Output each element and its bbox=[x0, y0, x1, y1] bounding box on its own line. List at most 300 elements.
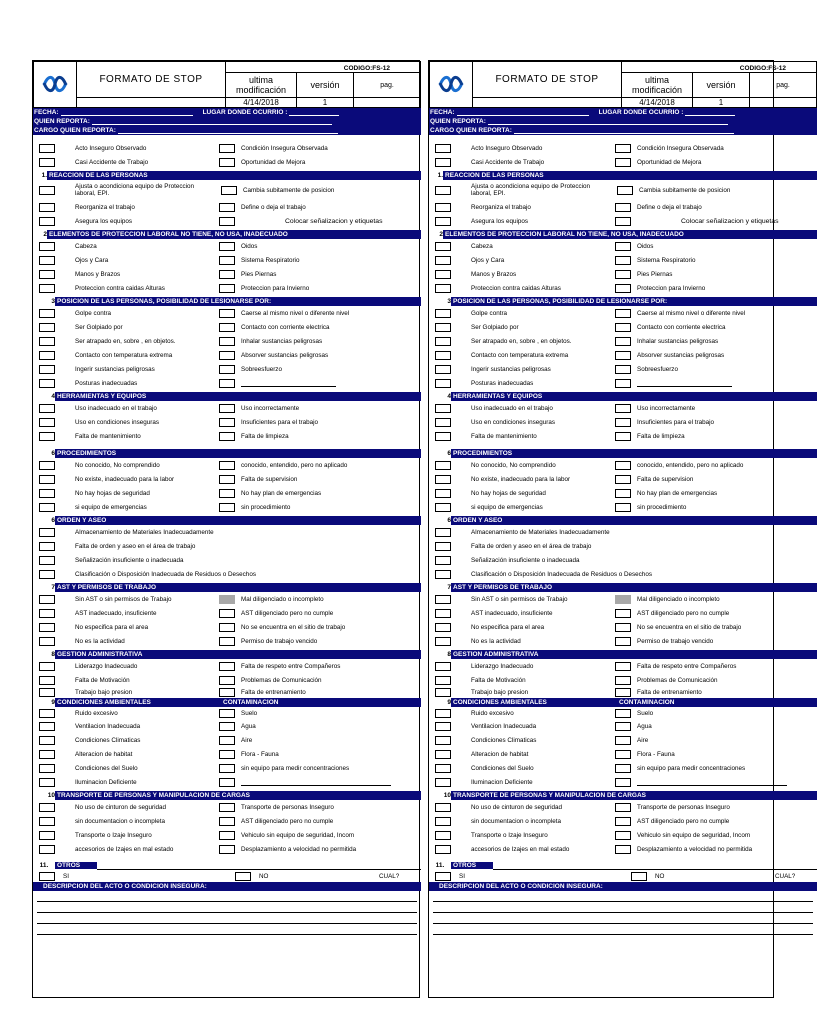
checkbox[interactable] bbox=[435, 418, 451, 427]
checkbox[interactable] bbox=[39, 556, 55, 565]
option-row: Falta de mantenimiento Falta de limpieza bbox=[33, 429, 421, 443]
checkbox[interactable] bbox=[435, 778, 451, 787]
checkbox[interactable] bbox=[435, 595, 451, 604]
option-row: Falta de orden y aseo en el área de trabajo bbox=[33, 539, 421, 553]
checkbox[interactable] bbox=[615, 489, 631, 498]
checkbox[interactable] bbox=[219, 432, 235, 441]
checkbox[interactable] bbox=[615, 609, 631, 618]
form-date: 4/14/2018 bbox=[622, 98, 693, 108]
form-date: 4/14/2018 bbox=[226, 98, 297, 108]
section-header: 7 AST Y PERMISOS DE TRABAJO bbox=[429, 583, 817, 592]
checkbox[interactable] bbox=[219, 418, 235, 427]
checkbox[interactable] bbox=[39, 489, 55, 498]
checkbox[interactable] bbox=[435, 337, 451, 346]
option-row: Sin AST o sin permisos de Trabajo Mal diligenciado o incompleto bbox=[33, 592, 421, 606]
quien-field[interactable] bbox=[92, 118, 332, 125]
checkbox[interactable] bbox=[39, 256, 55, 265]
checkbox[interactable] bbox=[219, 609, 235, 618]
checkbox[interactable] bbox=[435, 736, 451, 745]
stop-form-right bbox=[428, 60, 796, 998]
option-row: Golpe contra Caerse al mismo nivel o diferente nivel bbox=[429, 306, 817, 320]
option-row: Clasificación o Disposición Inadecuada de Residuos o Desechos bbox=[33, 567, 421, 581]
checkbox[interactable] bbox=[39, 284, 55, 293]
fecha-row: FECHA: LUGAR DONDE OCURRIO : bbox=[33, 108, 421, 117]
checkbox[interactable] bbox=[219, 688, 235, 697]
checkbox[interactable] bbox=[435, 764, 451, 773]
checkbox[interactable] bbox=[219, 217, 235, 226]
option-row: Iluminacion Deficiente bbox=[429, 775, 817, 789]
option-row: Manos y Brazos Pies Piernas bbox=[33, 267, 421, 281]
checkbox[interactable] bbox=[435, 845, 451, 854]
option-row: Casi Accidente de Trabajo Oportunidad de Mejora bbox=[33, 155, 421, 169]
checkbox[interactable] bbox=[219, 337, 235, 346]
checkbox[interactable] bbox=[39, 778, 55, 787]
checkbox[interactable] bbox=[39, 144, 55, 153]
description-lines[interactable] bbox=[429, 901, 817, 935]
checkbox[interactable] bbox=[435, 817, 451, 826]
checkbox[interactable] bbox=[615, 203, 631, 212]
checkbox[interactable] bbox=[615, 242, 631, 251]
checkbox[interactable] bbox=[435, 831, 451, 840]
checkbox[interactable] bbox=[219, 764, 235, 773]
checkbox[interactable] bbox=[219, 778, 235, 787]
checkbox[interactable] bbox=[615, 623, 631, 632]
option-row: Condiciones del Suelo sin equipo para medir concentraciones bbox=[33, 761, 421, 775]
section-header: 7 AST Y PERMISOS DE TRABAJO bbox=[33, 583, 421, 592]
checkbox[interactable] bbox=[615, 764, 631, 773]
cual-label: CUAL? bbox=[775, 872, 796, 880]
checkbox[interactable] bbox=[615, 475, 631, 484]
checkbox[interactable] bbox=[615, 461, 631, 470]
checkbox[interactable] bbox=[219, 309, 235, 318]
checkbox[interactable] bbox=[39, 365, 55, 374]
checkbox[interactable] bbox=[435, 379, 451, 388]
option-row: Reorganiza el trabajo Define o deja el trabajo bbox=[33, 200, 421, 214]
blank-line[interactable] bbox=[637, 779, 787, 786]
checkbox[interactable] bbox=[615, 637, 631, 646]
checkbox[interactable] bbox=[435, 803, 451, 812]
checkbox[interactable] bbox=[219, 817, 235, 826]
checkbox[interactable] bbox=[39, 432, 55, 441]
option-row: Asegura los equipos Colocar señalizacion y etiquetas bbox=[33, 214, 421, 228]
option-row: Iluminacion Deficiente bbox=[33, 775, 421, 789]
option-row: Señalización insuficiente o inadecuada bbox=[33, 553, 421, 567]
checkbox[interactable] bbox=[615, 432, 631, 441]
checkbox[interactable] bbox=[435, 270, 451, 279]
checkbox[interactable] bbox=[39, 461, 55, 470]
form-code: CODIGO:FS-12 bbox=[622, 62, 817, 73]
checkbox[interactable] bbox=[39, 722, 55, 731]
option-row: No especifica para el area No se encuentra en el sitio de trabajo bbox=[33, 620, 421, 634]
option-row: Liderazgo Inadecuado Falta de respeto entre Compañeros bbox=[33, 659, 421, 673]
option-row: Contacto con temperatura extrema Absorver sustancias peligrosas bbox=[33, 348, 421, 362]
option-row: Ruido excesivo Suelo bbox=[429, 707, 817, 719]
option-row: Ruido excesivo Suelo bbox=[33, 707, 421, 719]
checkbox[interactable] bbox=[615, 688, 631, 697]
checkbox[interactable] bbox=[39, 351, 55, 360]
fecha-field[interactable] bbox=[61, 109, 193, 116]
option-row: sin documentacion o incompleta AST diligenciado pero no cumple bbox=[33, 814, 421, 828]
fecha-field[interactable] bbox=[457, 109, 589, 116]
option-row: AST inadecuado, insuficiente AST diligenciado pero no cumple bbox=[429, 606, 817, 620]
quien-field[interactable] bbox=[488, 118, 728, 125]
section-header: 6 PROCEDIMIENTOS bbox=[33, 449, 421, 458]
checkbox[interactable] bbox=[435, 662, 451, 671]
form-title: FORMATO DE STOP bbox=[473, 62, 622, 98]
checkbox[interactable] bbox=[39, 309, 55, 318]
cargo-row: CARGO QUIEN REPORTA: bbox=[33, 126, 421, 135]
checkbox[interactable] bbox=[219, 203, 235, 212]
section-header: 4 HERRAMIENTAS Y EQUIPOS bbox=[429, 392, 817, 401]
checkbox[interactable] bbox=[221, 186, 237, 195]
checkbox[interactable] bbox=[617, 186, 633, 195]
option-row: Sin AST o sin permisos de Trabajo Mal diligenciado o incompleto bbox=[429, 592, 817, 606]
checkbox[interactable] bbox=[39, 688, 55, 697]
option-row: Trabajo bajo presion Falta de entrenamiento bbox=[33, 687, 421, 698]
otros-row: SI NO CUAL? bbox=[33, 870, 421, 882]
checkbox[interactable] bbox=[615, 778, 631, 787]
checkbox[interactable] bbox=[435, 637, 451, 646]
checkbox[interactable] bbox=[219, 637, 235, 646]
option-row: Acto Inseguro Observado Condición Insegura Observada bbox=[429, 141, 817, 155]
quien-row: QUIEN REPORTA: bbox=[429, 117, 817, 126]
option-row: Alteracion de habitat Flora - Fauna bbox=[429, 747, 817, 761]
option-row: No existe, inadecuado para la labor Falta de supervision bbox=[429, 472, 817, 486]
checkbox[interactable] bbox=[219, 242, 235, 251]
checkbox[interactable] bbox=[435, 323, 451, 332]
checkbox[interactable] bbox=[435, 404, 451, 413]
checkbox[interactable] bbox=[435, 556, 451, 565]
checkbox[interactable] bbox=[39, 217, 55, 226]
checkbox[interactable] bbox=[615, 158, 631, 167]
section-header: 8 GESTION ADMINISTRATIVA bbox=[33, 650, 421, 659]
checkbox[interactable] bbox=[219, 379, 235, 388]
option-row: Contacto con temperatura extrema Absorver sustancias peligrosas bbox=[429, 348, 817, 362]
checkbox[interactable] bbox=[219, 404, 235, 413]
cargo-field[interactable] bbox=[514, 127, 734, 134]
section-header: 1. REACCION DE LAS PERSONAS bbox=[429, 171, 817, 180]
checkbox[interactable] bbox=[39, 736, 55, 745]
checkbox[interactable] bbox=[615, 404, 631, 413]
otros-header: 11. OTROS bbox=[33, 860, 421, 870]
checkbox[interactable] bbox=[219, 803, 235, 812]
description-header: DESCRIPCION DEL ACTO O CONDICION INSEGURA: bbox=[33, 882, 421, 891]
checkbox[interactable] bbox=[39, 542, 55, 551]
checkbox[interactable] bbox=[615, 284, 631, 293]
option-row: Posturas inadecuadas bbox=[33, 376, 421, 390]
checkbox[interactable] bbox=[219, 284, 235, 293]
page-label: pag. bbox=[354, 73, 421, 98]
checkbox[interactable] bbox=[615, 817, 631, 826]
checkbox[interactable] bbox=[615, 217, 631, 226]
checkbox[interactable] bbox=[615, 418, 631, 427]
option-row: Ser Golpiado por Contacto con corriente electrica bbox=[429, 320, 817, 334]
checkbox[interactable] bbox=[219, 461, 235, 470]
checkbox[interactable] bbox=[435, 461, 451, 470]
checkbox[interactable] bbox=[39, 662, 55, 671]
option-row: Condiciones del Suelo sin equipo para medir concentraciones bbox=[429, 761, 817, 775]
checkbox[interactable] bbox=[39, 404, 55, 413]
option-row: Trabajo bajo presion Falta de entrenamiento bbox=[429, 687, 817, 698]
section-header: 9 CONDICIONES AMBIENTALES CONTAMINACION bbox=[429, 698, 817, 707]
si-checkbox[interactable] bbox=[39, 872, 55, 881]
option-row: Cabeza Oidos bbox=[33, 239, 421, 253]
checkbox[interactable] bbox=[219, 365, 235, 374]
cargo-field[interactable] bbox=[118, 127, 338, 134]
option-row: No especifica para el area No se encuentra en el sitio de trabajo bbox=[429, 620, 817, 634]
section-header: 10 TRANSPORTE DE PERSONAS Y MANIPULACION DE CARGAS bbox=[429, 791, 817, 800]
checkbox[interactable] bbox=[39, 676, 55, 685]
checkbox[interactable] bbox=[615, 323, 631, 332]
checkbox[interactable] bbox=[39, 803, 55, 812]
checkbox[interactable] bbox=[219, 489, 235, 498]
checkbox[interactable] bbox=[435, 623, 451, 632]
section-header: 9 CONDICIONES AMBIENTALES CONTAMINACION bbox=[33, 698, 421, 707]
checkbox[interactable] bbox=[219, 323, 235, 332]
checkbox[interactable] bbox=[39, 764, 55, 773]
option-row: AST inadecuado, insuficiente AST diligenciado pero no cumple bbox=[33, 606, 421, 620]
checkbox[interactable] bbox=[435, 489, 451, 498]
lugar-field[interactable] bbox=[289, 109, 339, 116]
checkbox[interactable] bbox=[219, 256, 235, 265]
option-row: Uso en condiciones inseguras Insuficientes para el trabajo bbox=[429, 415, 817, 429]
option-row: si equipo de emergencias sin procedimiento bbox=[33, 500, 421, 514]
quien-row: QUIEN REPORTA: bbox=[33, 117, 421, 126]
checkbox[interactable] bbox=[435, 203, 451, 212]
checkbox[interactable] bbox=[39, 270, 55, 279]
checkbox[interactable] bbox=[219, 270, 235, 279]
option-row: Ventilacion Inadecuada Agua bbox=[429, 719, 817, 733]
checkbox[interactable] bbox=[435, 284, 451, 293]
no-checkbox[interactable] bbox=[235, 872, 251, 881]
option-row: Transporte o Izaje Inseguro Vehiculo sin equipo de seguridad, Incom bbox=[429, 828, 817, 842]
blank-line[interactable] bbox=[637, 380, 732, 387]
option-row: Asegura los equipos Colocar señalizacion y etiquetas bbox=[429, 214, 817, 228]
option-row: Almacenamiento de Materiales Inadecuadamente bbox=[33, 525, 421, 539]
checkbox[interactable] bbox=[219, 676, 235, 685]
checkbox[interactable] bbox=[39, 609, 55, 618]
checkbox[interactable] bbox=[435, 542, 451, 551]
checkbox[interactable] bbox=[615, 736, 631, 745]
company-logo bbox=[430, 62, 473, 108]
company-logo bbox=[34, 62, 77, 108]
checkbox[interactable] bbox=[219, 351, 235, 360]
checkbox[interactable] bbox=[39, 623, 55, 632]
otros-row: SI NO CUAL? bbox=[429, 870, 817, 882]
checkbox[interactable] bbox=[39, 570, 55, 579]
option-row: Ventilacion Inadecuada Agua bbox=[33, 719, 421, 733]
checkbox[interactable] bbox=[39, 242, 55, 251]
option-row: Acto Inseguro Observado Condición Insegura Observada bbox=[33, 141, 421, 155]
option-row: No es la actividad Permiso de trabajo vencido bbox=[33, 634, 421, 648]
checkbox[interactable] bbox=[435, 688, 451, 697]
option-row: Falta de Motivación Problemas de Comunicación bbox=[429, 673, 817, 687]
form-code: CODIGO:FS-12 bbox=[226, 62, 421, 73]
checkbox[interactable] bbox=[615, 270, 631, 279]
option-row: Casi Accidente de Trabajo Oportunidad de Mejora bbox=[429, 155, 817, 169]
checkbox[interactable] bbox=[39, 323, 55, 332]
section-header: 10 TRANSPORTE DE PERSONAS Y MANIPULACION DE CARGAS bbox=[33, 791, 421, 800]
checkbox[interactable] bbox=[219, 736, 235, 745]
option-row: accesorios de Izajes en mal estado Desplazamiento a velocidad no permitida bbox=[429, 842, 817, 856]
option-row: Proteccion contra caidas Alturas Proteccion para Invierno bbox=[33, 281, 421, 295]
option-row: Falta de mantenimiento Falta de limpieza bbox=[429, 429, 817, 443]
checkbox[interactable] bbox=[435, 475, 451, 484]
last-mod-label: ultima modificación bbox=[622, 73, 693, 98]
cual-label: CUAL? bbox=[379, 872, 400, 880]
checkbox[interactable] bbox=[435, 309, 451, 318]
option-row: Transporte o Izaje Inseguro Vehiculo sin equipo de seguridad, Incom bbox=[33, 828, 421, 842]
option-row: si equipo de emergencias sin procedimiento bbox=[429, 500, 817, 514]
checkbox[interactable] bbox=[435, 432, 451, 441]
option-row: Uso en condiciones inseguras Insuficientes para el trabajo bbox=[33, 415, 421, 429]
option-row: Reorganiza el trabajo Define o deja el trabajo bbox=[429, 200, 817, 214]
checkbox[interactable] bbox=[39, 203, 55, 212]
checkbox[interactable] bbox=[219, 595, 235, 604]
checkbox[interactable] bbox=[39, 637, 55, 646]
checkbox[interactable] bbox=[39, 418, 55, 427]
checkbox[interactable] bbox=[435, 609, 451, 618]
checkbox[interactable] bbox=[219, 623, 235, 632]
blank-line[interactable] bbox=[241, 380, 336, 387]
option-row: No uso de cinturon de seguridad Transporte de personas Inseguro bbox=[33, 800, 421, 814]
checkbox[interactable] bbox=[615, 750, 631, 759]
no-checkbox[interactable] bbox=[631, 872, 647, 881]
checkbox[interactable] bbox=[39, 186, 55, 195]
option-row: Condiciones Climaticas Aire bbox=[33, 733, 421, 747]
checkbox[interactable] bbox=[615, 845, 631, 854]
si-checkbox[interactable] bbox=[435, 872, 451, 881]
checkbox[interactable] bbox=[615, 676, 631, 685]
checkbox[interactable] bbox=[39, 503, 55, 512]
checkbox[interactable] bbox=[219, 503, 235, 512]
checkbox[interactable] bbox=[39, 831, 55, 840]
checkbox[interactable] bbox=[615, 365, 631, 374]
option-row: Golpe contra Caerse al mismo nivel o diferente nivel bbox=[33, 306, 421, 320]
checkbox[interactable] bbox=[39, 845, 55, 854]
checkbox[interactable] bbox=[435, 722, 451, 731]
checkbox[interactable] bbox=[219, 709, 235, 718]
checkbox[interactable] bbox=[615, 709, 631, 718]
checkbox[interactable] bbox=[39, 158, 55, 167]
checkbox[interactable] bbox=[219, 475, 235, 484]
lugar-field[interactable] bbox=[685, 109, 735, 116]
version-label: versión bbox=[693, 73, 750, 98]
logo-icon bbox=[40, 69, 70, 99]
checkbox[interactable] bbox=[615, 256, 631, 265]
checkbox[interactable] bbox=[219, 750, 235, 759]
option-row: Manos y Brazos Pies Piernas bbox=[429, 267, 817, 281]
checkbox[interactable] bbox=[615, 722, 631, 731]
checkbox[interactable] bbox=[39, 595, 55, 604]
checkbox[interactable] bbox=[615, 379, 631, 388]
checkbox[interactable] bbox=[435, 242, 451, 251]
form-version: 1 bbox=[693, 98, 750, 108]
checkbox[interactable] bbox=[39, 379, 55, 388]
section-header: 1. REACCION DE LAS PERSONAS bbox=[33, 171, 421, 180]
checkbox[interactable] bbox=[435, 503, 451, 512]
option-row: Ser atrapado en, sobre , en objetos. Inhalar sustancias peligrosas bbox=[33, 334, 421, 348]
checkbox[interactable] bbox=[435, 217, 451, 226]
checkbox[interactable] bbox=[435, 144, 451, 153]
description-header: DESCRIPCION DEL ACTO O CONDICION INSEGURA: bbox=[429, 882, 817, 891]
checkbox[interactable] bbox=[435, 528, 451, 537]
option-row: Ojos y Cara Sistema Respiratorio bbox=[33, 253, 421, 267]
description-lines[interactable] bbox=[33, 901, 421, 935]
checkbox[interactable] bbox=[39, 709, 55, 718]
option-row: Almacenamiento de Materiales Inadecuadamente bbox=[429, 525, 817, 539]
checkbox[interactable] bbox=[615, 803, 631, 812]
option-row: Uso inadecuado en el trabajo Uso incorrectamente bbox=[429, 401, 817, 415]
checkbox[interactable] bbox=[435, 186, 451, 195]
checkbox[interactable] bbox=[39, 337, 55, 346]
checkbox[interactable] bbox=[435, 365, 451, 374]
option-row: No hay hojas de seguridad No hay plan de emergencias bbox=[429, 486, 817, 500]
checkbox[interactable] bbox=[435, 351, 451, 360]
last-mod-label: ultima modificación bbox=[226, 73, 297, 98]
checkbox[interactable] bbox=[615, 831, 631, 840]
checkbox[interactable] bbox=[435, 676, 451, 685]
checkbox[interactable] bbox=[219, 158, 235, 167]
checkbox[interactable] bbox=[615, 337, 631, 346]
option-row: No existe, inadecuado para la labor Falta de supervision bbox=[33, 472, 421, 486]
checkbox[interactable] bbox=[435, 709, 451, 718]
form-header bbox=[33, 61, 421, 108]
checkbox[interactable] bbox=[615, 351, 631, 360]
blank-line[interactable] bbox=[241, 779, 391, 786]
option-row: Ser atrapado en, sobre , en objetos. Inhalar sustancias peligrosas bbox=[429, 334, 817, 348]
option-row: Falta de Motivación Problemas de Comunicación bbox=[33, 673, 421, 687]
option-row: Proteccion contra caidas Alturas Proteccion para Invierno bbox=[429, 281, 817, 295]
checkbox[interactable] bbox=[39, 475, 55, 484]
option-row: Ajusta o acondiciona equipo de Proteccion laboral, EPI. Cambia subitamente de posicion bbox=[429, 180, 817, 200]
fecha-row: FECHA: LUGAR DONDE OCURRIO : bbox=[429, 108, 817, 117]
checkbox[interactable] bbox=[219, 722, 235, 731]
checkbox[interactable] bbox=[435, 750, 451, 759]
option-row: Clasificación o Disposición Inadecuada de Residuos o Desechos bbox=[429, 567, 817, 581]
option-row: Cabeza Oidos bbox=[429, 239, 817, 253]
logo-icon bbox=[436, 69, 466, 99]
section-header: 3 POSICION DE LAS PERSONAS, POSIBILIDAD DE LESIONARSE POR: bbox=[429, 297, 817, 306]
checkbox[interactable] bbox=[615, 662, 631, 671]
option-row: Condiciones Climaticas Aire bbox=[429, 733, 817, 747]
checkbox[interactable] bbox=[219, 144, 235, 153]
option-row: No uso de cinturon de seguridad Transporte de personas Inseguro bbox=[429, 800, 817, 814]
checkbox[interactable] bbox=[219, 845, 235, 854]
form-version: 1 bbox=[297, 98, 354, 108]
checkbox[interactable] bbox=[615, 144, 631, 153]
checkbox[interactable] bbox=[615, 595, 631, 604]
checkbox[interactable] bbox=[219, 831, 235, 840]
checkbox[interactable] bbox=[435, 158, 451, 167]
section-header: 3 POSICION DE LAS PERSONAS, POSIBILIDAD DE LESIONARSE POR: bbox=[33, 297, 421, 306]
checkbox[interactable] bbox=[435, 256, 451, 265]
section-header: 8 GESTION ADMINISTRATIVA bbox=[429, 650, 817, 659]
option-row: Ajusta o acondiciona equipo de Proteccion laboral, EPI. Cambia subitamente de posicion bbox=[33, 180, 421, 200]
option-row: Ser Golpiado por Contacto con corriente electrica bbox=[33, 320, 421, 334]
checkbox[interactable] bbox=[435, 570, 451, 579]
option-row: Liderazgo Inadecuado Falta de respeto entre Compañeros bbox=[429, 659, 817, 673]
option-row: No es la actividad Permiso de trabajo vencido bbox=[429, 634, 817, 648]
option-row: Uso inadecuado en el trabajo Uso incorrectamente bbox=[33, 401, 421, 415]
option-row: No conocido, No comprendido conocido, entendido, pero no aplicado bbox=[429, 458, 817, 472]
checkbox[interactable] bbox=[219, 662, 235, 671]
checkbox[interactable] bbox=[615, 503, 631, 512]
checkbox[interactable] bbox=[39, 528, 55, 537]
checkbox[interactable] bbox=[615, 309, 631, 318]
checkbox[interactable] bbox=[39, 750, 55, 759]
checkbox[interactable] bbox=[39, 817, 55, 826]
